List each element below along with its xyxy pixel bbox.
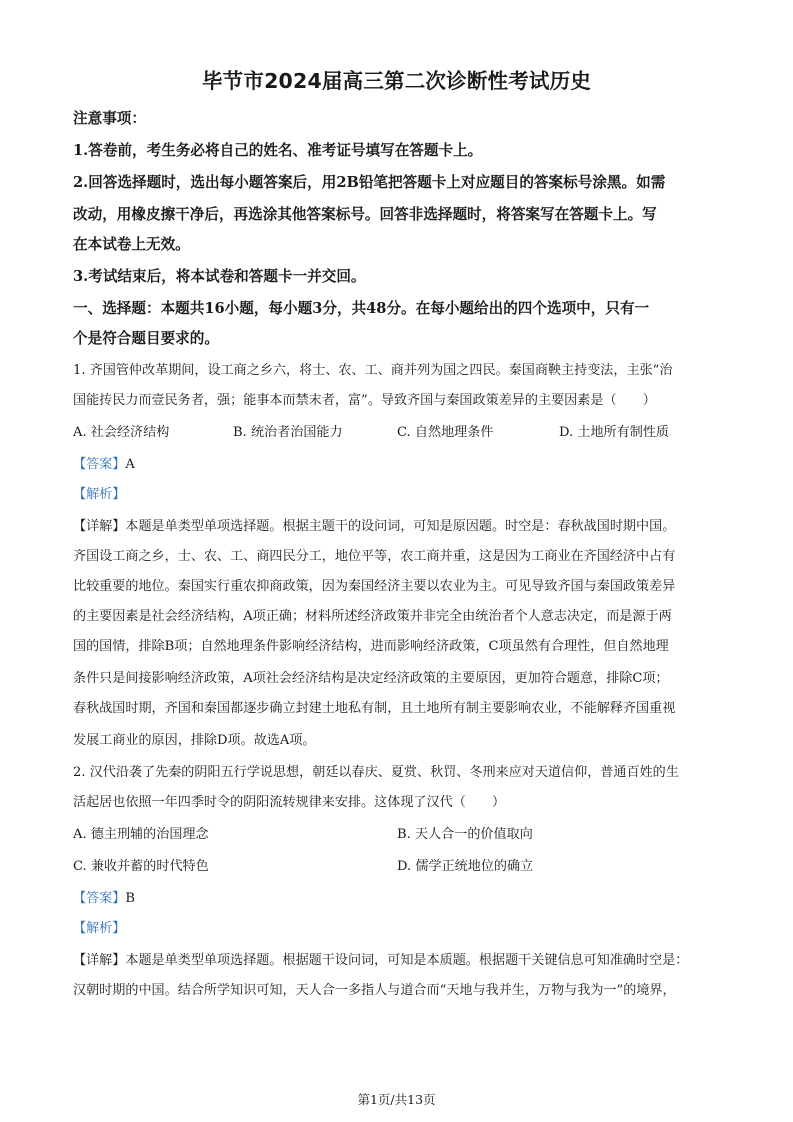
q1-detail-line-6: 条件只是间接影响经济政策，A项社会经济结构是决定经济政策的主要原因，更加符合题意，排除C项； [73, 671, 669, 686]
q1-option-a: A. 社会经济结构 [73, 425, 170, 440]
notice-item-2-line-2: 改动，用橡皮擦干净后，再选涂其他答案标号。回答非选择题时，将答案写在答题卡上。写 [73, 206, 657, 223]
notice-item-2-line-3: 在本试卷上无效。 [73, 236, 190, 253]
q2-detail-text-1: 本题是单类型单项选择题。根据题干设问词，可知是本质题。根据题干关键信息可知准确时空是： [125, 953, 689, 968]
q1-detail-tag: 【详解】 [73, 519, 126, 534]
page-footer: 第1页/共13页 [357, 1092, 436, 1107]
q2-stem-line-1: 2. 汉代沿袭了先秦的阴阳五行学说思想，朝廷以春庆、夏赏、秋罚、冬刑来应对天道信仰，普通百姓的生 [73, 765, 679, 780]
q2-option-d: D. 儒学正统地位的确立 [397, 859, 534, 874]
q1-answer-tag: 【答案】 [73, 457, 126, 472]
q1-detail-line-7: 春秋战国时期，齐国和秦国都逐步确立封建土地私有制，且土地所有制主要影响农业，不能解释齐国重视 [73, 701, 676, 716]
q1-answer-value: A [125, 457, 135, 472]
q1-stem-line-1: 1. 齐国管仲改革期间，设工商之乡六，将士、农、工、商并列为国之四民。秦国商鞅主持变法，主张“治 [73, 363, 673, 378]
notice-item-2-line-1: 2.回答选择题时，选出每小题答案后，用2B铅笔把答题卡上对应题目的答案标号涂黑。如需 [73, 174, 666, 191]
q1-detail-line-5: 国的国情，排除B项；自然地理条件影响经济结构，进而影响经济政策，C项虽然有合理性，但自然地理 [73, 639, 669, 654]
q1-option-b: B. 统治者治国能力 [233, 425, 343, 440]
q2-answer-value: B [125, 891, 135, 906]
q1-option-c: C. 自然地理条件 [397, 425, 494, 440]
q2-option-c: C. 兼收并蓄的时代特色 [73, 859, 209, 874]
q1-detail-line-3: 比较重要的地位。秦国实行重农抑商政策，因为秦国经济主要以农业为主。可见导致齐国与秦国政策差异 [73, 579, 676, 594]
q1-stem-line-2: 国能抟民力而壹民务者，强；能事本而禁末者，富”。导致齐国与秦国政策差异的主要因素是（ ） [73, 393, 656, 408]
notice-heading: 注意事项： [73, 110, 146, 127]
page-title: 毕节市2024届高三第二次诊断性考试历史 [201, 69, 592, 93]
section-heading-line-1: 一、选择题：本题共16小题，每小题3分，共48分。在每小题给出的四个选项中，只有一 [73, 300, 650, 317]
q2-detail-tag: 【详解】 [73, 953, 126, 968]
q2-detail-line-1 [73, 949, 688, 968]
q2-analysis-tag: 【解析】 [73, 921, 126, 936]
q1-option-d: D. 土地所有制性质 [559, 425, 670, 440]
section-heading-line-2: 个是符合题目要求的。 [73, 330, 219, 347]
q1-detail-line-1 [73, 515, 675, 534]
q2-detail-line-2: 汉朝时期的中国。结合所学知识可知，天人合一多指人与道合而“天地与我并生，万物与我为一”的境界， [73, 983, 676, 998]
q1-analysis-tag: 【解析】 [73, 487, 126, 502]
q2-option-b: B. 天人合一的价值取向 [397, 827, 533, 842]
q2-answer-row [73, 887, 135, 906]
q1-answer-row [73, 453, 135, 472]
notice-item-3: 3.考试结束后，将本试卷和答题卡一并交回。 [73, 268, 366, 285]
q1-detail-line-8: 发展工商业的原因，排除D项。故选A项。 [73, 733, 316, 748]
q1-detail-text-1: 本题是单类型单项选择题。根据主题干的设问词，可知是原因题。时空是：春秋战国时期中国。 [125, 519, 676, 534]
q2-stem-line-2: 活起居也依照一年四季时令的阴阳流转规律来安排。这体现了汉代（ ） [73, 795, 506, 810]
q2-option-a: A. 德主刑辅的治国理念 [73, 827, 209, 842]
q1-detail-line-4: 的主要因素是社会经济结构，A项正确；材料所述经济政策并非完全由统治者个人意志决定，而是源于两 [73, 609, 672, 624]
q1-detail-line-2: 齐国设工商之乡，士、农、工、商四民分工，地位平等，农工商并重，这是因为工商业在齐国经济中占有 [73, 549, 676, 564]
q2-answer-tag: 【答案】 [73, 891, 126, 906]
notice-item-1: 1.答卷前，考生务必将自己的姓名、准考证号填写在答题卡上。 [73, 142, 483, 159]
